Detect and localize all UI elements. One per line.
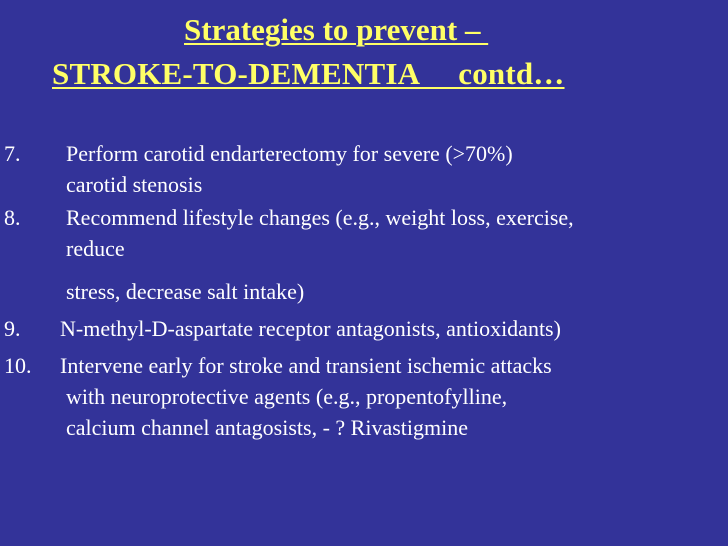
list-item-number: 9.	[4, 316, 21, 341]
list-item-text: reduce	[66, 236, 125, 261]
list-item-text: N-methyl-D-aspartate receptor antagonists, antioxidants)	[60, 316, 561, 341]
list-item-text: Recommend lifestyle changes (e.g., weight loss, exercise,	[66, 205, 574, 230]
list-item-text: with neuroprotective agents (e.g., propentofylline,	[66, 384, 508, 409]
list-item-text: carotid stenosis	[66, 172, 203, 197]
list-item-text: Perform carotid endarterectomy for severe (>70%)	[66, 141, 513, 166]
list-item-number: 7.	[4, 141, 21, 166]
slide-title-line-2: STROKE-TO-DEMENTIA contd…	[52, 56, 565, 91]
list-item-text: calcium channel antagosists, - ? Rivastigmine	[66, 415, 469, 440]
list-item-text: Intervene early for stroke and transient ischemic attacks	[60, 353, 552, 378]
list-item-number: 10.	[4, 353, 32, 378]
list-item-text: stress, decrease salt intake)	[66, 279, 305, 304]
list-item-number: 8.	[4, 205, 21, 230]
slide-title-line-1: Strategies to prevent –	[184, 12, 489, 47]
